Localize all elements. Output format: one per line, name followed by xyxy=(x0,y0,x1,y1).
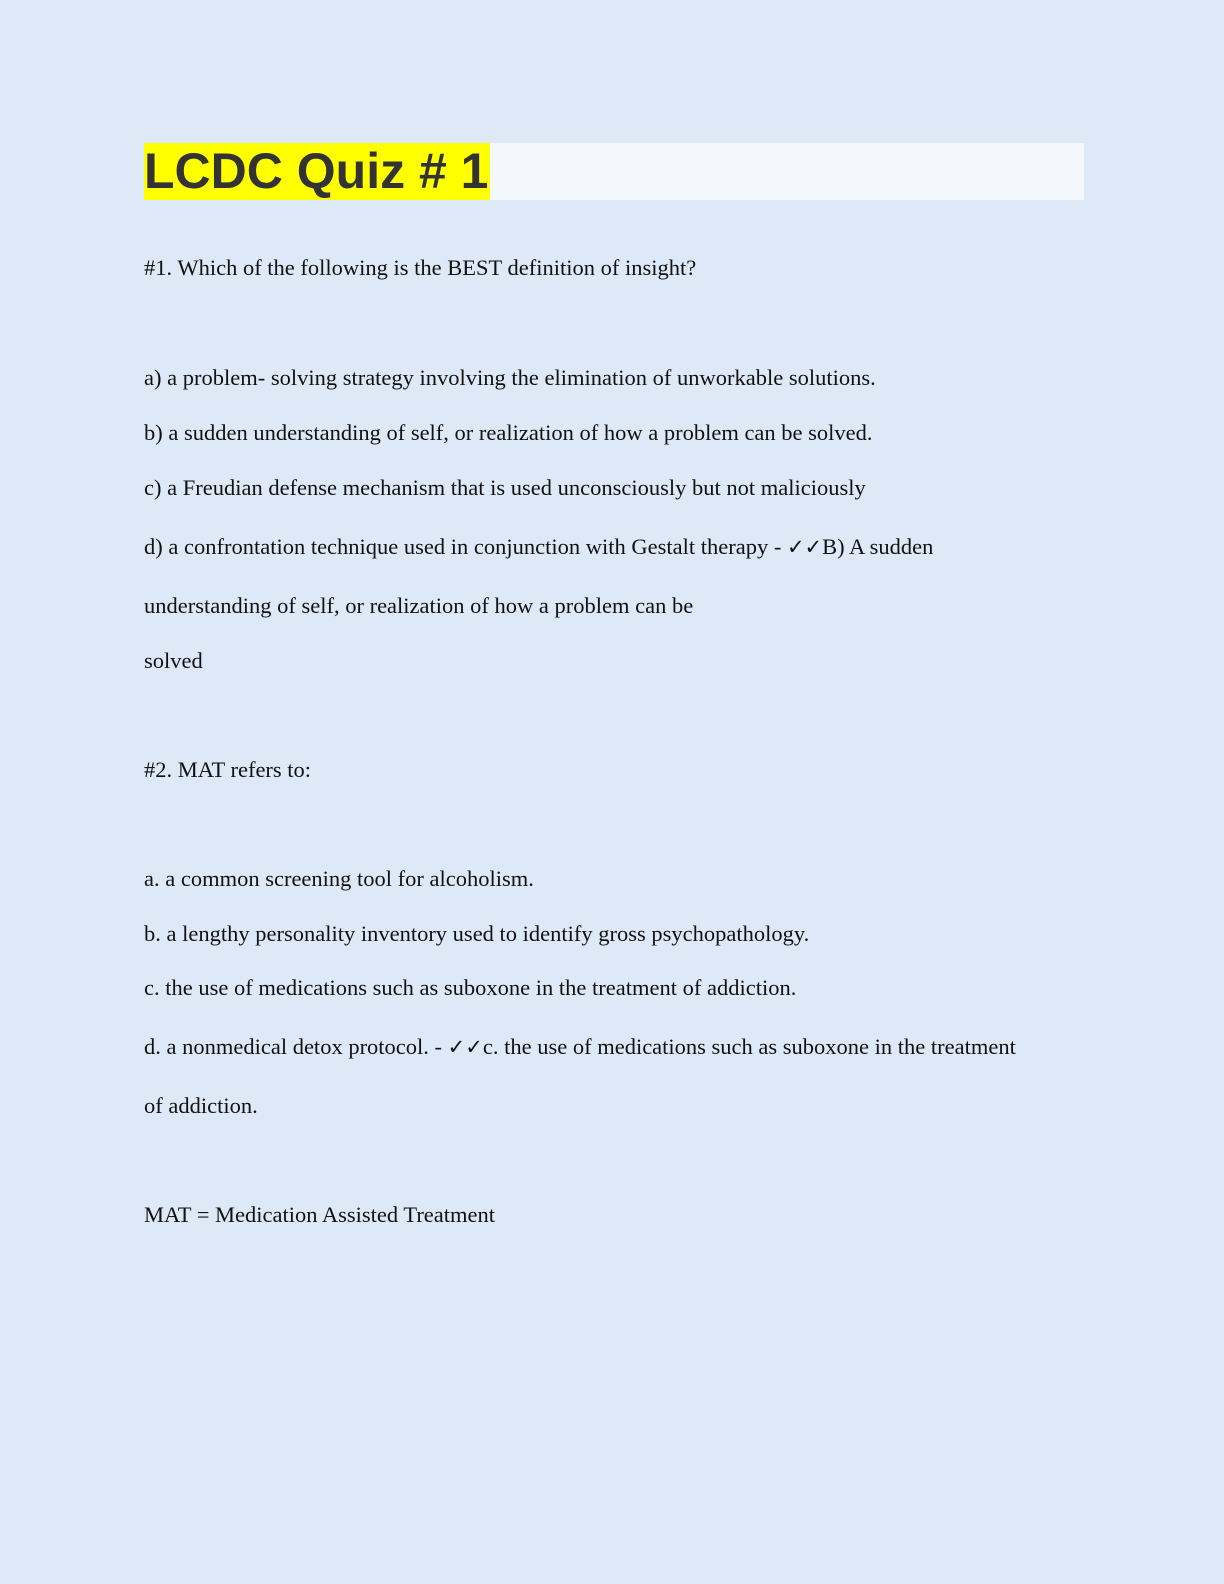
question-1-prompt: #1. Which of the following is the BEST definition of insight? xyxy=(144,255,697,280)
question-2-answer-line-1: of addiction. xyxy=(144,1093,258,1118)
question-2-option-b: b. a lengthy personality inventory used to identify gross psychopathology. xyxy=(144,921,810,946)
title-bar xyxy=(144,143,1084,200)
question-2-option-d: d. a nonmedical detox protocol. - xyxy=(144,1034,448,1059)
check-mark-icon: ✓✓ xyxy=(447,1035,483,1059)
document-page xyxy=(144,0,1084,1584)
question-2-prompt: #2. MAT refers to: xyxy=(144,757,312,782)
question-2-option-d-line xyxy=(144,1033,1016,1061)
check-mark-icon: ✓✓ xyxy=(786,535,823,559)
question-1-option-d-line xyxy=(144,533,933,561)
question-1-option-c: c) a Freudian defense mechanism that is used unconsciously but not maliciously xyxy=(144,475,866,500)
question-1-answer-start: B) A sudden xyxy=(822,534,934,559)
question-1-answer-line-2: solved xyxy=(144,648,203,673)
mat-definition-note: MAT = Medication Assisted Treatment xyxy=(144,1202,496,1227)
page-title: LCDC Quiz # 1 xyxy=(144,143,489,199)
question-1-option-a: a) a problem- solving strategy involving the elimination of unworkable solutions. xyxy=(144,365,876,390)
question-1-option-b: b) a sudden understanding of self, or realization of how a problem can be solved. xyxy=(144,420,873,445)
question-1-option-d: d) a confrontation technique used in conjunction with Gestalt therapy - xyxy=(144,534,787,559)
question-1-answer-line-1: understanding of self, or realization of how a problem can be xyxy=(144,593,694,618)
question-2-answer-start: c. the use of medications such as suboxone in the treatment xyxy=(482,1034,1016,1059)
question-2-option-c: c. the use of medications such as suboxone in the treatment of addiction. xyxy=(144,975,797,1000)
question-2-option-a: a. a common screening tool for alcoholism. xyxy=(144,866,534,891)
